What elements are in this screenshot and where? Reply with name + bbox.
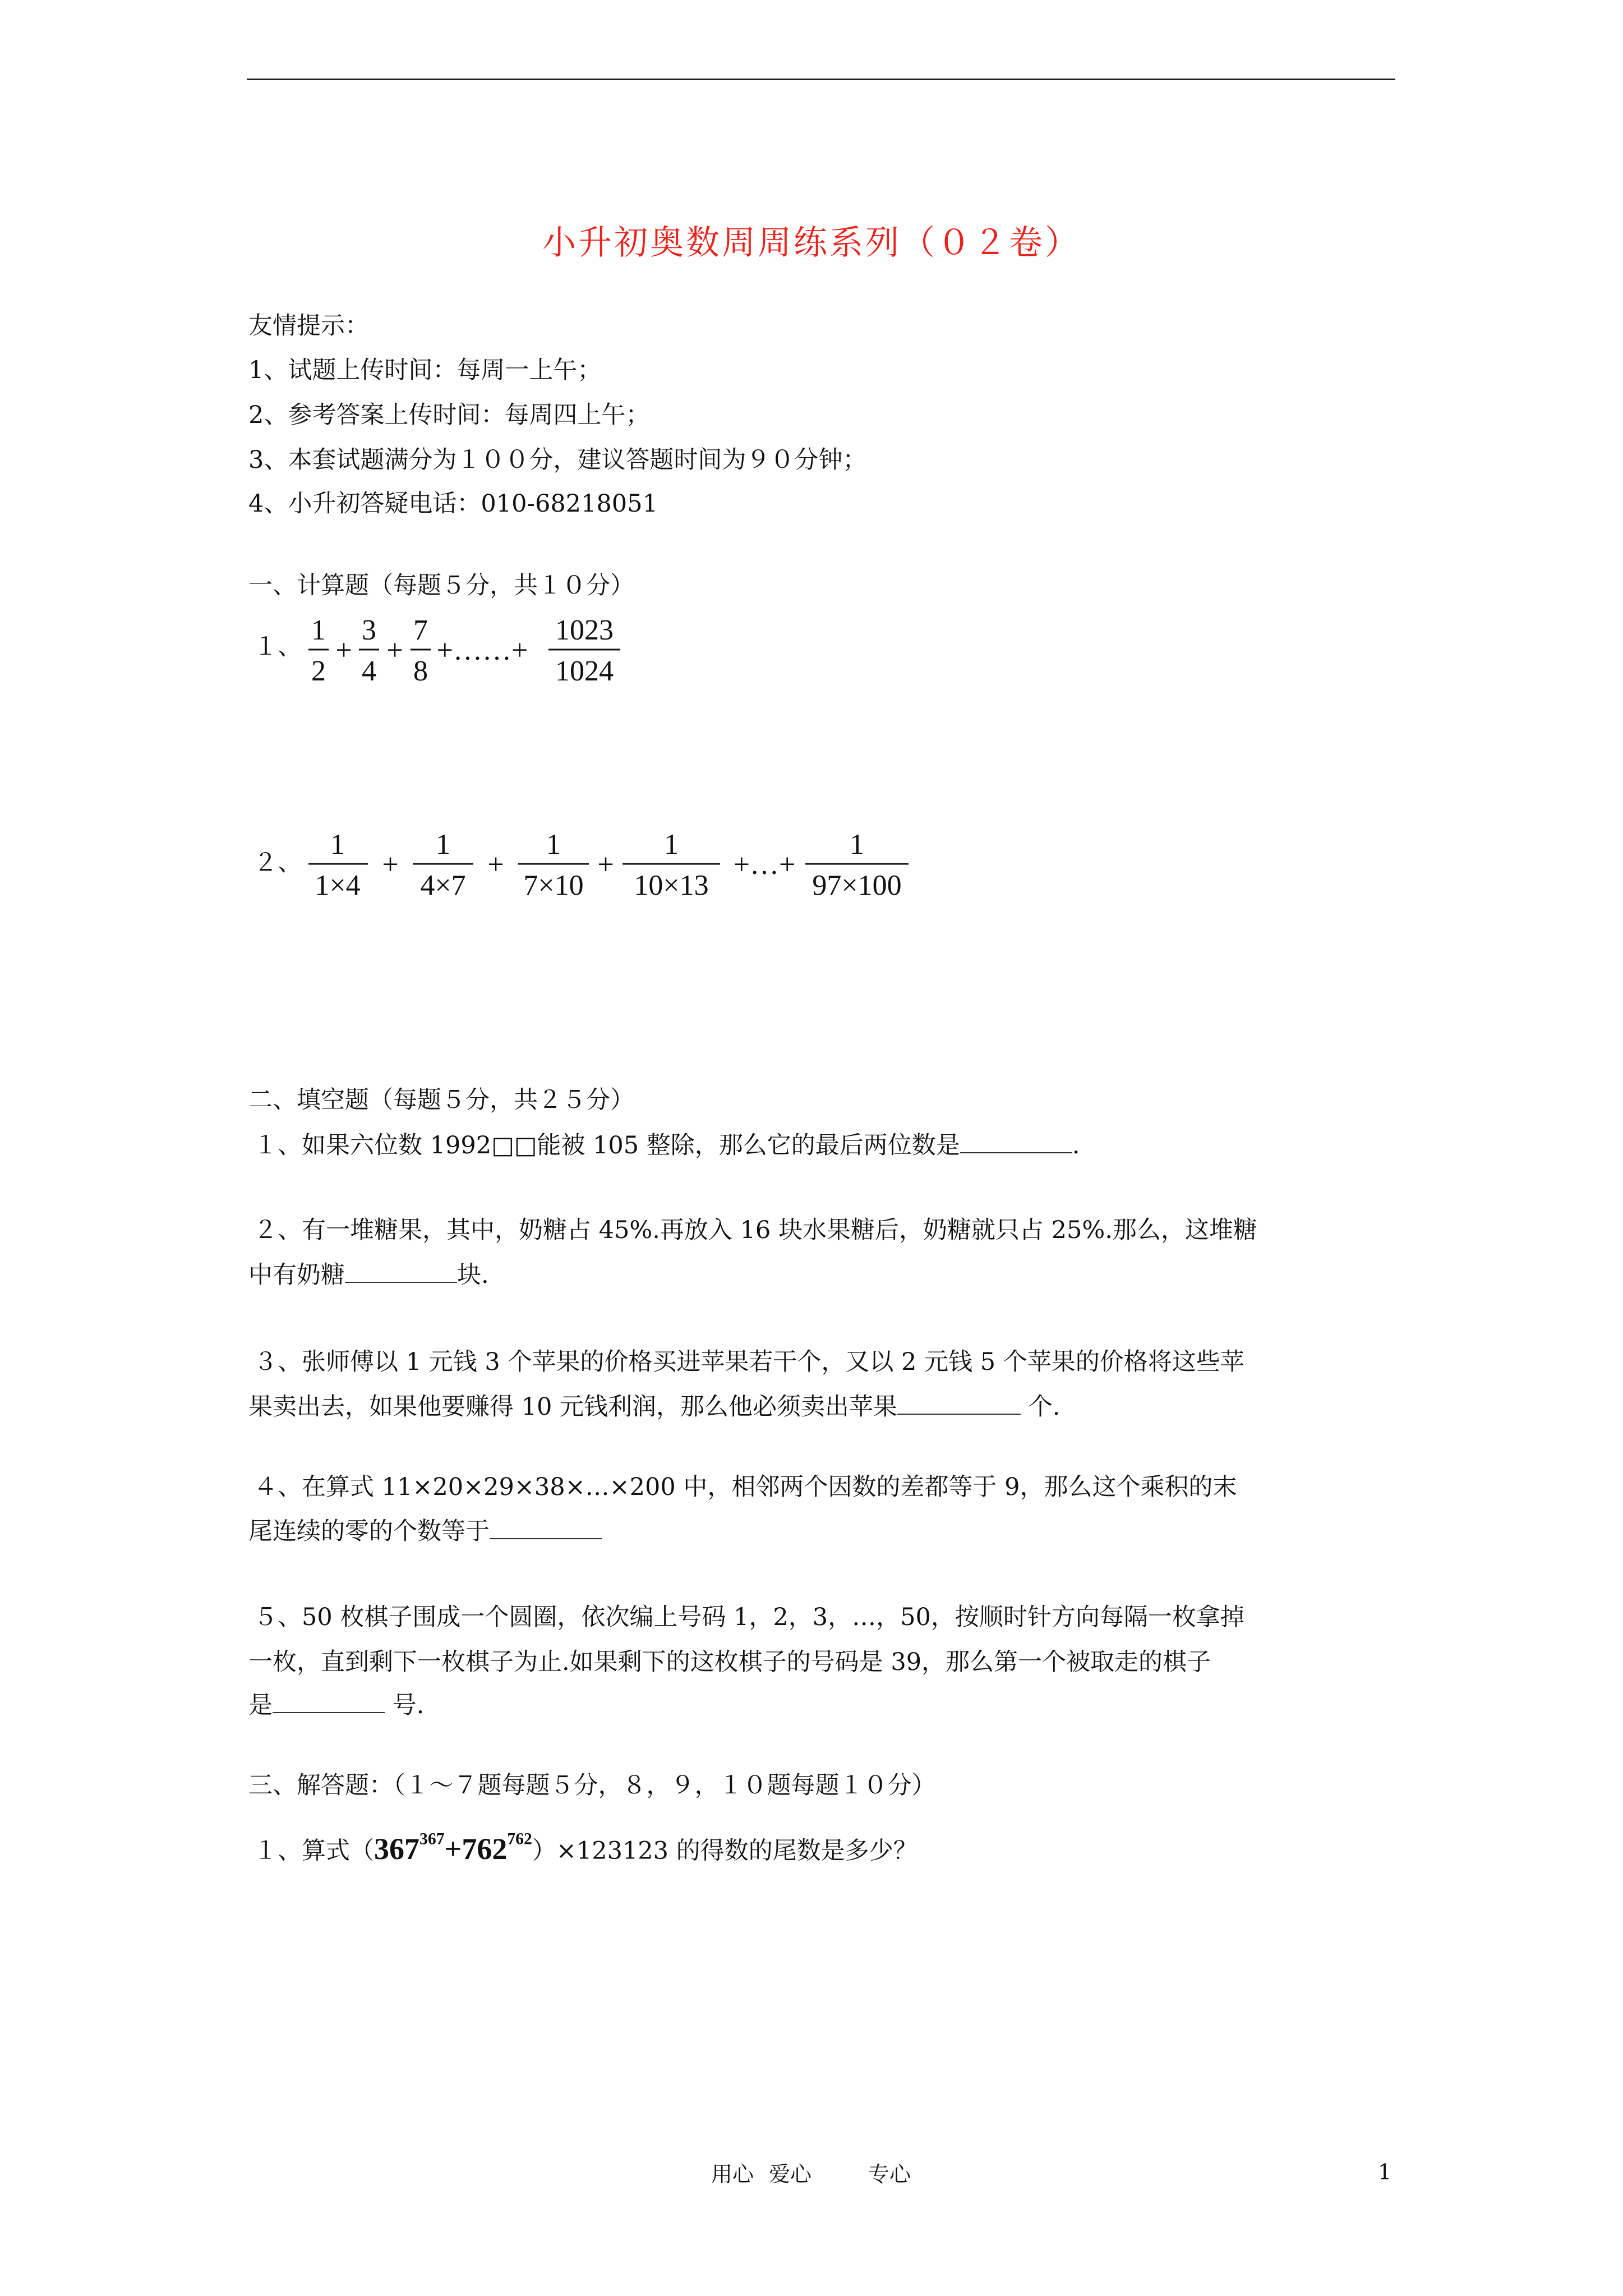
question-text: 尾连续的零的个数等于 <box>248 1517 490 1545</box>
math-operator: + <box>382 849 399 881</box>
question-text: ２、有一堆糖果，其中，奶糖占 45%.再放入 16 块水果糖后，奶糖就只占 25%.那么，这堆糖 <box>253 1216 1257 1244</box>
footer-text: 爱心 <box>769 2162 812 2187</box>
section-heading: 三、解答题：（１～７题每题５分，８，９，１０题每题１０分） <box>248 1772 936 1800</box>
question-text: . <box>1072 1131 1080 1159</box>
section-heading: 一、计算题（每题５分，共１０分） <box>248 572 634 600</box>
answer-blank <box>273 1690 385 1713</box>
math-operator: +……+ <box>436 634 528 666</box>
math-operator: +…+ <box>733 849 796 881</box>
fraction-numerator: 7 <box>413 614 428 646</box>
page-number: 1 <box>1378 2160 1392 2184</box>
power-base: 762 <box>462 1832 508 1866</box>
page-title: 小升初奥数周周练系列（０２卷） <box>542 223 1081 263</box>
question-text: ４、在算式 11×20×29×38×…×200 中，相邻两个因数的差都等于 9，那么这个乘积的末 <box>253 1473 1237 1501</box>
footer-text: 用心 <box>711 2162 754 2187</box>
fill-question-5 <box>248 1690 424 1721</box>
answer-blank <box>490 1516 602 1539</box>
math-operator: + <box>444 1832 462 1866</box>
fraction-denominator: 10×13 <box>634 869 709 901</box>
power-exponent: 367 <box>419 1830 445 1848</box>
fill-question-4 <box>248 1516 602 1547</box>
question-text: ３、张师傅以 1 元钱 3 个苹果的价格买进苹果若干个，又以 2 元钱 5 个苹果的价格将这些苹 <box>253 1348 1244 1376</box>
question-text: 号. <box>392 1691 425 1719</box>
question-text: 中有奶糖 <box>248 1261 345 1289</box>
math-expression-sum-reciprocals <box>303 819 925 909</box>
math-expression-sum-fractions <box>297 605 634 694</box>
power-exponent: 762 <box>507 1830 532 1848</box>
answer-blank <box>960 1130 1072 1153</box>
tip-item: 4、小升初答疑电话：010-68218051 <box>248 490 658 518</box>
tip-item: 3、本套试题满分为１００分，建议答题时间为９０分钟； <box>248 446 867 474</box>
fraction-denominator: 1024 <box>555 655 614 687</box>
section-heading: 二、填空题（每题５分，共２５分） <box>248 1086 634 1114</box>
fill-question-3 <box>248 1391 1060 1423</box>
fraction-numerator: 1 <box>850 829 864 861</box>
question-label: １、 <box>253 633 302 661</box>
question-text: 一枚，直到剩下一枚棋子为止.如果剩下的这枚棋子的号码是 39，那么第一个被取走的棋子 <box>248 1648 1211 1676</box>
question-text: 个. <box>1028 1393 1061 1421</box>
fraction-numerator: 1 <box>664 829 679 861</box>
tip-item: 1、试题上传时间：每周一上午； <box>248 356 602 384</box>
fraction-denominator: 1×4 <box>315 869 361 901</box>
math-power <box>374 1832 532 1866</box>
tips-heading: 友情提示： <box>248 312 369 340</box>
question-text: 果卖出去，如果他要赚得 10 元钱利润，那么他必须卖出苹果 <box>248 1393 898 1421</box>
header-rule <box>247 79 1395 80</box>
question-label: ２、 <box>253 849 302 877</box>
fraction-numerator: 1 <box>436 829 450 861</box>
fraction-denominator: 2 <box>311 655 326 687</box>
solve-question-1 <box>253 1823 917 1867</box>
fraction-numerator: 1 <box>546 829 561 861</box>
tip-item: 2、参考答案上传时间：每周四上午； <box>248 401 650 429</box>
question-text: 块. <box>457 1261 489 1289</box>
footer-text: 专心 <box>868 2162 911 2187</box>
math-operator: + <box>487 849 504 881</box>
fraction-numerator: 1 <box>311 614 326 646</box>
fraction-denominator: 97×100 <box>812 869 902 901</box>
question-text: ）×123123 的得数的尾数是多少？ <box>532 1837 917 1865</box>
question-text: １、如果六位数 1992□□能被 105 整除，那么它的最后两位数是 <box>253 1131 960 1159</box>
fill-question-1 <box>253 1130 1080 1161</box>
fraction-denominator: 4 <box>362 655 376 687</box>
question-text: 是 <box>248 1691 273 1719</box>
power-base: 367 <box>374 1832 419 1866</box>
fraction-denominator: 4×7 <box>420 869 466 901</box>
question-text: ５、50 枚棋子围成一个圆圈，依次编上号码 1，2，3，…，50，按顺时针方向每隔一枚拿掉 <box>253 1603 1244 1631</box>
math-operator: + <box>597 849 614 881</box>
fraction-numerator: 1 <box>330 829 345 861</box>
math-operator: + <box>386 634 403 666</box>
math-operator: + <box>335 634 352 666</box>
question-text: １、算式（ <box>253 1837 374 1865</box>
fraction-denominator: 8 <box>413 655 428 687</box>
answer-blank <box>897 1391 1021 1415</box>
fraction-denominator: 7×10 <box>523 869 584 901</box>
answer-blank <box>345 1259 457 1283</box>
fill-question-2 <box>248 1259 489 1291</box>
fraction-numerator: 1023 <box>555 614 614 646</box>
fraction-numerator: 3 <box>362 614 376 646</box>
